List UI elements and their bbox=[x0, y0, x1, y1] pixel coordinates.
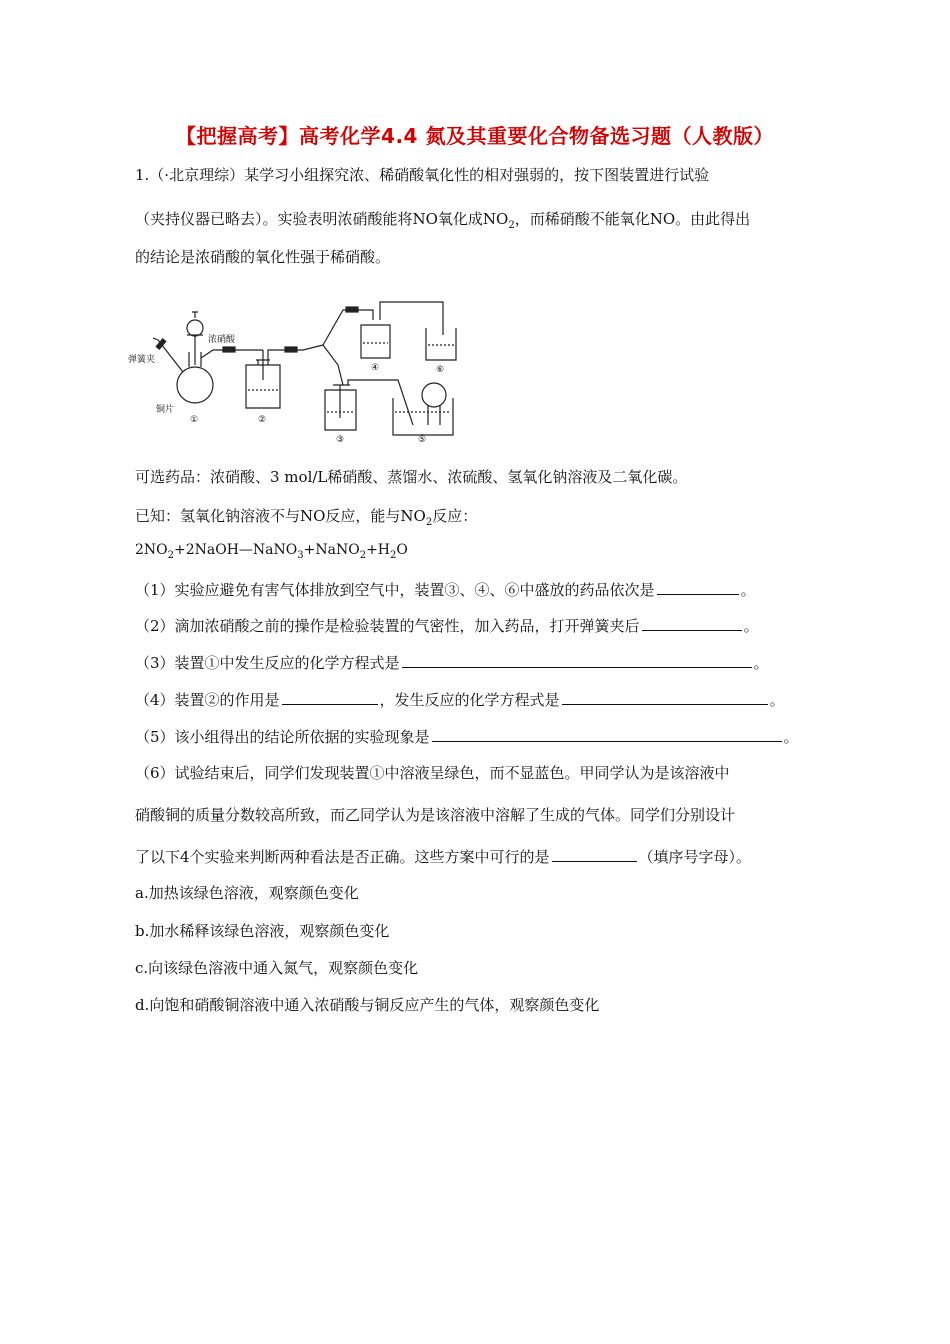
option-d: d.向饱和硝酸铜溶液中通入浓硝酸与铜反应产生的气体，观察颜色变化 bbox=[135, 996, 600, 1014]
subquestion-6-line-3: 了以下4个实验来判断两种看法是否正确。这些方案中可行的是 （填序号字母）。 bbox=[135, 845, 751, 867]
answer-blank-6[interactable] bbox=[552, 845, 637, 862]
question-intro-line-2: （夹持仪器已略去）。实验表明浓硝酸能将NO氧化成$NO_2$，而稀硝酸不能氧化NO。由此得出 bbox=[135, 210, 751, 231]
subquestion-2: （2）滴加浓硝酸之前的操作是检验装置的气密性，加入药品，打开弹簧夹后 。 bbox=[135, 614, 759, 636]
subquestion-6-line-1: （6）试验结束后，同学们发现装置①中溶液呈绿色，而不显蓝色。甲同学认为是该溶液中 bbox=[135, 764, 730, 782]
label-n4: ④ bbox=[371, 363, 380, 373]
subquestion-6-line-2: 硝酸铜的质量分数较高所致，而乙同学认为是该溶液中溶解了生成的气体。同学们分别设计 bbox=[135, 806, 736, 824]
answer-blank-2[interactable] bbox=[642, 614, 742, 631]
page-title: 【把握高考】高考化学4.4 氮及其重要化合物备选习题（人教版） bbox=[176, 124, 774, 148]
label-concentrated-nitric-acid: 浓硝酸 bbox=[208, 335, 236, 345]
option-a: a.加热该绿色溶液，观察颜色变化 bbox=[135, 884, 359, 902]
subquestion-1: （1）实验应避免有害气体排放到空气中，装置③、④、⑥中盛放的药品依次是 。 bbox=[135, 578, 756, 600]
option-c: c.向该绿色溶液中通入氮气，观察颜色变化 bbox=[135, 959, 419, 977]
option-b: b.加水稀释该绿色溶液，观察颜色变化 bbox=[135, 922, 390, 940]
label-spring-clip: 弹簧夹 bbox=[128, 355, 156, 365]
answer-blank-4b[interactable] bbox=[562, 688, 768, 705]
apparatus-diagram bbox=[128, 290, 458, 445]
reagents-line: 可选药品：浓硝酸、3 mol/L稀硝酸、蒸馏水、浓硫酸、氢氧化钠溶液及二氧化碳。 bbox=[135, 468, 688, 486]
answer-blank-5[interactable] bbox=[432, 725, 782, 742]
answer-blank-1[interactable] bbox=[657, 578, 739, 595]
bottle-4 bbox=[361, 325, 390, 358]
label-n6: ⑥ bbox=[436, 365, 445, 375]
equation-line: $2NO_2+2NaOH—NaNO_3+NaNO_2+H_2O$ bbox=[135, 542, 408, 561]
question-intro-line-3: 的结论是浓硝酸的氧化性强于稀硝酸。 bbox=[135, 248, 391, 266]
subquestion-4: （4）装置②的作用是 ，发生反应的化学方程式是 。 bbox=[135, 688, 785, 710]
label-n2: ② bbox=[258, 415, 267, 425]
label-n3: ③ bbox=[336, 435, 345, 445]
answer-blank-4a[interactable] bbox=[282, 688, 378, 705]
subquestion-5: （5）该小组得出的结论所依据的实验现象是 。 bbox=[135, 725, 799, 747]
answer-blank-3[interactable] bbox=[402, 651, 752, 668]
known-line: 已知：氢氧化钠溶液不与NO反应，能与$NO_2$反应： bbox=[135, 507, 478, 528]
subquestion-3: （3）装置①中发生反应的化学方程式是 。 bbox=[135, 651, 769, 673]
question-intro-line-1: 1.（·北京理综）某学习小组探究浓、稀硝酸氧化性的相对强弱的，按下图装置进行试验 bbox=[135, 166, 710, 184]
label-copper-sheet: 铜片 bbox=[156, 405, 175, 415]
round-bottom-flask bbox=[177, 367, 213, 403]
beaker-6 bbox=[426, 328, 456, 360]
label-n5: ⑤ bbox=[418, 435, 427, 445]
label-n1: ① bbox=[190, 415, 199, 425]
dropping-funnel bbox=[187, 320, 203, 336]
trough-5 bbox=[393, 398, 453, 435]
